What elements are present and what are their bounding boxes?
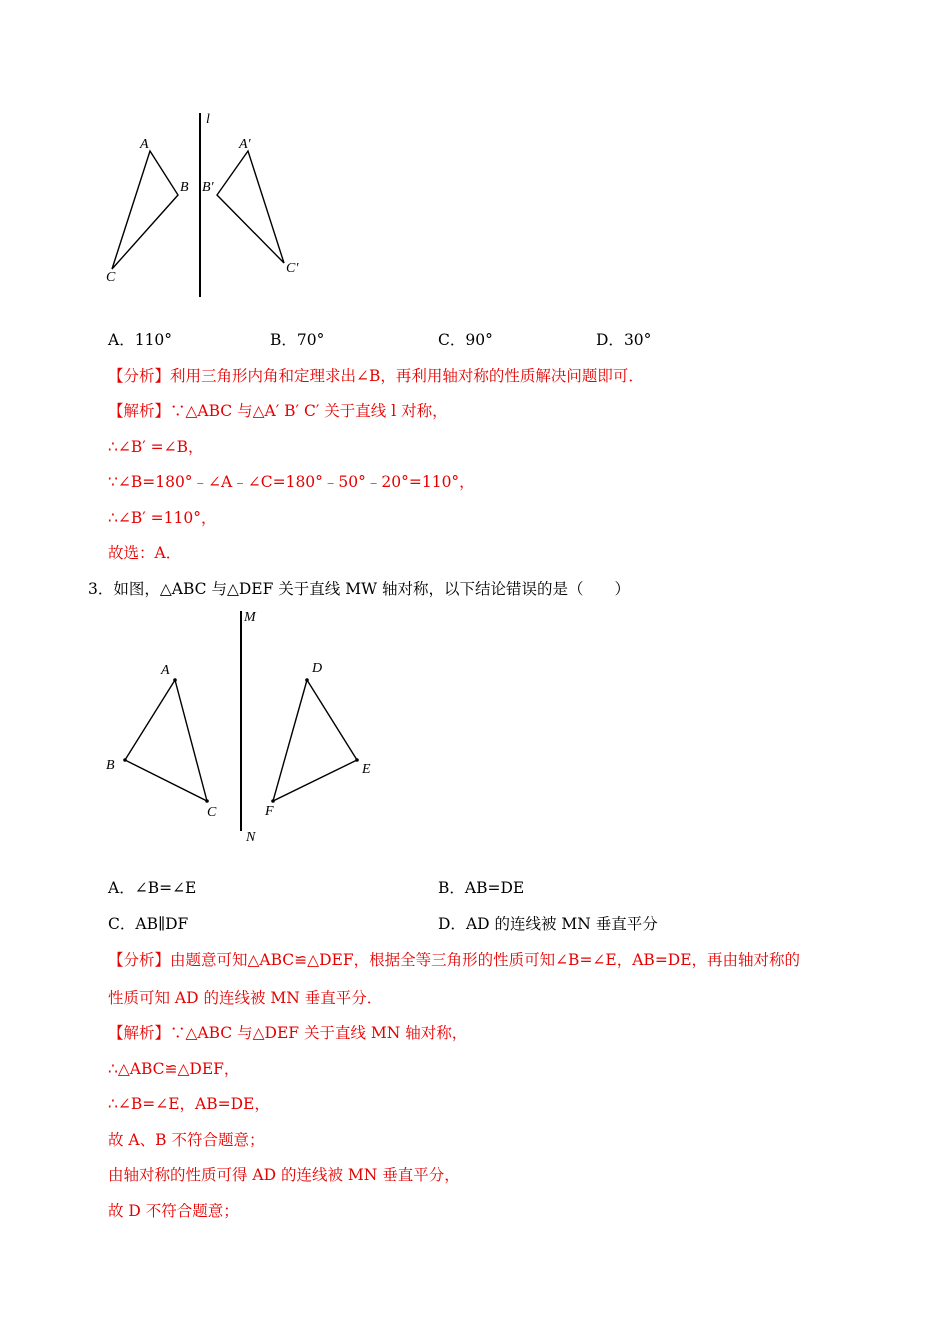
label-n: N xyxy=(246,830,256,845)
q2-solution-line-4: ∴∠B′ =110°， xyxy=(108,509,217,527)
solution-text: ∵△ABC 与△DEF 关于直线 MN 轴对称， xyxy=(170,1024,468,1042)
label-m: M xyxy=(244,610,256,625)
q2-solution-line-1 xyxy=(108,401,448,421)
analysis-text: 利用三角形内角和定理求出∠B，再利用轴对称的性质解决问题即可． xyxy=(170,367,644,385)
label-a-prime: A′ xyxy=(239,137,251,152)
label-b-prime: B′ xyxy=(202,180,214,195)
q3-option-b xyxy=(438,878,524,898)
q3-solution-line-4: 故 A、B 不符合题意； xyxy=(108,1131,265,1149)
option-letter: C． xyxy=(438,331,466,349)
q2-option-b xyxy=(270,330,324,350)
label-l: l xyxy=(206,112,210,127)
label-b: B xyxy=(106,758,115,773)
q3-option-a xyxy=(108,878,196,898)
option-text: AD 的连线被 MN 垂直平分 xyxy=(465,915,658,933)
option-text: 90° xyxy=(465,331,493,349)
label-c: C xyxy=(106,270,116,285)
point-d xyxy=(305,678,309,682)
label-c: C xyxy=(207,805,217,820)
solution-text: ∵△ABC 与△A′ B′ C′ 关于直线 l 对称， xyxy=(170,402,448,420)
point-f xyxy=(271,799,275,803)
q3-solution-line-6: 故 D 不符合题意； xyxy=(108,1202,239,1220)
option-letter: A． xyxy=(108,331,135,349)
q3-solution-line-1 xyxy=(108,1023,467,1043)
option-text: 110° xyxy=(134,331,173,349)
q2-option-c xyxy=(438,330,493,350)
q3-option-c xyxy=(108,914,188,934)
option-letter: D． xyxy=(438,915,466,933)
q2-option-a xyxy=(108,330,172,350)
triangle-abc xyxy=(125,680,207,801)
q3-analysis-line-2: 性质可知 AD 的连线被 MN 垂直平分． xyxy=(108,989,383,1007)
q3-figure xyxy=(100,605,390,850)
triangle-a1b1c1 xyxy=(217,151,284,263)
analysis-tag: 【分析】 xyxy=(108,367,171,385)
analysis-tag: 【分析】 xyxy=(108,951,171,969)
label-d: D xyxy=(312,661,323,676)
q2-option-d xyxy=(596,330,651,350)
point-a xyxy=(173,678,177,682)
point-c xyxy=(205,799,209,803)
label-e: E xyxy=(362,762,371,777)
point-e xyxy=(355,758,359,762)
label-a: A xyxy=(161,663,170,678)
label-b: B xyxy=(180,180,189,195)
option-text: 70° xyxy=(296,331,325,349)
label-c-prime: C′ xyxy=(286,261,299,276)
option-letter: B． xyxy=(438,879,465,897)
q2-solution-line-3: ∵∠B=180°﹣∠A﹣∠C=180°﹣50°﹣20°=110°， xyxy=(108,473,475,491)
option-text: AB∥DF xyxy=(135,915,189,933)
point-b xyxy=(123,758,127,762)
q2-solution-line-2: ∴∠B′ =∠B， xyxy=(108,438,204,456)
option-letter: D． xyxy=(596,331,624,349)
triangle-abc xyxy=(112,151,178,269)
q3-option-d xyxy=(438,914,658,934)
q3-solution-line-2: ∴△ABC≌△DEF， xyxy=(108,1060,240,1078)
q3-stem xyxy=(88,579,630,599)
q2-figure xyxy=(100,105,320,305)
question-text: 如图，△ABC 与△DEF 关于直线 MW 轴对称，以下结论错误的是（ ） xyxy=(113,580,630,598)
q2-analysis xyxy=(108,366,644,386)
label-a: A xyxy=(140,137,149,152)
solution-tag: 【解析】 xyxy=(108,1024,171,1042)
solution-tag: 【解析】 xyxy=(108,402,171,420)
q2-solution-line-5: 故选：A． xyxy=(108,544,182,562)
label-f: F xyxy=(265,804,274,819)
option-text: AB=DE xyxy=(464,879,525,897)
q3-analysis-line-1 xyxy=(108,950,800,970)
analysis-text: 由题意可知△ABC≌△DEF，根据全等三角形的性质可知∠B=∠E，AB=DE，再由轴对称的 xyxy=(170,951,801,969)
option-letter: B． xyxy=(270,331,297,349)
triangle-def xyxy=(273,680,357,801)
option-letter: A． xyxy=(108,879,135,897)
q3-solution-line-5: 由轴对称的性质可得 AD 的连线被 MN 垂直平分， xyxy=(108,1166,460,1184)
option-letter: C． xyxy=(108,915,136,933)
option-text: ∠B=∠E xyxy=(134,879,197,897)
q3-solution-line-3: ∴∠B=∠E，AB=DE， xyxy=(108,1095,270,1113)
question-number: 3． xyxy=(88,580,114,598)
option-text: 30° xyxy=(623,331,652,349)
